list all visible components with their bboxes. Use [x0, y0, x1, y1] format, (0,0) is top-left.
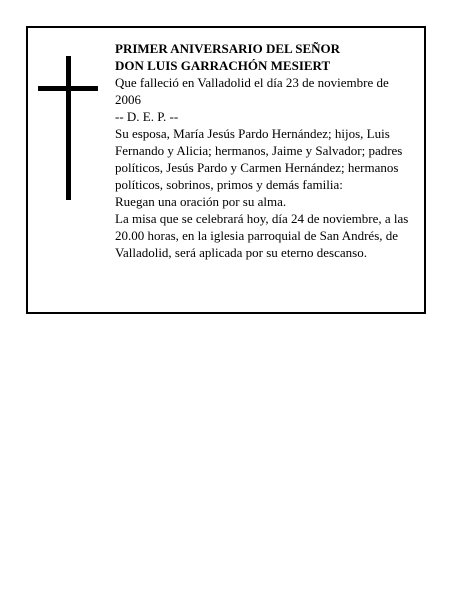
family-list: Su esposa, María Jesús Pardo Hernández; hijos, Luis Fernando y Alicia; hermanos, Jaime y Salvador; padres políticos, Jesús Pardo y Carmen Hernández; hermanos políticos, sobrinos, primos y demás familia: — [115, 126, 403, 192]
notice-title-line-2: DON LUIS GARRACHÓN MESIERT — [115, 58, 331, 73]
notice-text-block — [115, 40, 415, 261]
cross-vertical-bar — [66, 56, 71, 200]
cross-icon — [38, 56, 98, 200]
prayer-request: Ruegan una oración por su alma. — [115, 194, 287, 209]
cross-horizontal-bar — [38, 86, 98, 91]
mass-announcement: La misa que se celebrará hoy, día 24 de noviembre, a las 20.00 horas, en la iglesia parroquial de San Andrés, de Valladolid, será aplicada por su eterno descanso. — [115, 211, 409, 260]
obituary-notice — [26, 26, 426, 314]
notice-title-line-1: PRIMER ANIVERSARIO DEL SEÑOR — [115, 41, 341, 56]
rip-line: -- D. E. P. -- — [115, 109, 179, 124]
death-info: Que falleció en Valladolid el día 23 de noviembre de 2006 — [115, 75, 389, 107]
